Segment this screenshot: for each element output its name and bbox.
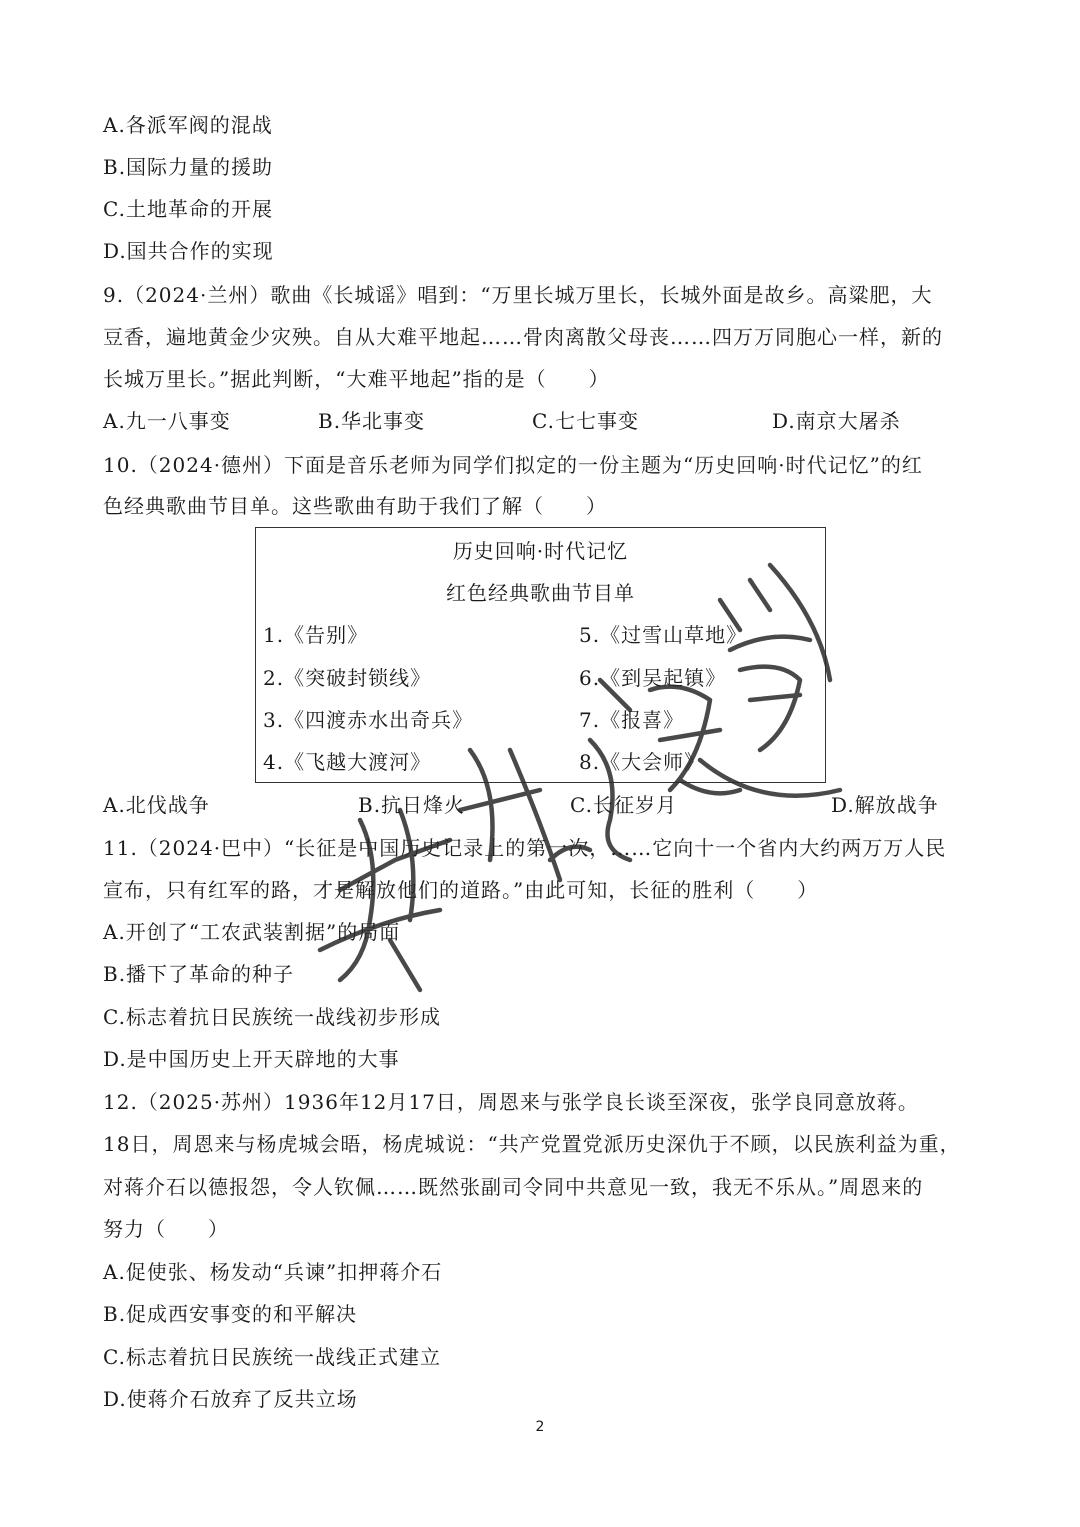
q8-option-a: A.各派军阀的混战 [103, 113, 273, 137]
q12-option-d: D.使蒋介石放弃了反共立场 [103, 1387, 358, 1411]
q10-option-c: C.长征岁月 [570, 793, 677, 817]
q9-option-b: B.华北事变 [318, 409, 426, 433]
q9-stem-line-1: 9.（2024·兰州）歌曲《长城谣》唱到：“万里长城万里长，长城外面是故乡。高粱肥，大 [103, 283, 933, 307]
program-box [255, 527, 826, 783]
q8-option-d: D.国共合作的实现 [103, 239, 274, 263]
q11-option-d: D.是中国历史上开天辟地的大事 [103, 1047, 400, 1071]
program-box-title: 历史回响·时代记忆 [452, 539, 629, 563]
q9-option-a: A.九一八事变 [103, 409, 231, 433]
q12-stem-line-4: 努力（ ） [103, 1217, 229, 1241]
q8-option-b: B.国际力量的援助 [103, 155, 274, 179]
q9-stem-line-2: 豆香，遍地黄金少灾殃。自从大难平地起……骨肉离散父母丧……四万万同胞心一样，新的 [103, 325, 943, 349]
q12-stem-line-2: 18日，周恩来与杨虎城会晤，杨虎城说：“共产党置党派历史深仇于不顾，以民族利益为重， [103, 1132, 961, 1156]
song-item: 7.《报喜》 [579, 708, 685, 732]
q11-stem-line-2: 宣布，只有红军的路，才是解放他们的道路。”由此可知，长征的胜利（ ） [103, 878, 819, 902]
q11-stem-line-1: 11.（2024·巴中）“长征是中国历史记录上的第一次，……它向十一个省内大约两万万人民 [103, 836, 947, 860]
q10-option-a: A.北伐战争 [103, 793, 210, 817]
song-item: 2.《突破封锁线》 [263, 666, 432, 690]
q10-stem-line-1: 10.（2024·德州）下面是音乐老师为同学们拟定的一份主题为“历史回响·时代记忆”的红 [103, 453, 923, 477]
song-item: 5.《过雪山草地》 [579, 623, 748, 647]
song-item: 4.《飞越大渡河》 [263, 750, 432, 774]
q12-option-b: B.促成西安事变的和平解决 [103, 1302, 358, 1326]
song-item: 8.《大会师》 [579, 750, 706, 774]
q11-option-c: C.标志着抗日民族统一战线初步形成 [103, 1005, 441, 1029]
q10-option-d: D.解放战争 [831, 793, 939, 817]
q11-option-b: B.播下了革命的种子 [103, 962, 295, 986]
song-item: 6.《到吴起镇》 [579, 666, 727, 690]
q9-option-d: D.南京大屠杀 [772, 409, 901, 433]
q9-option-c: C.七七事变 [532, 409, 639, 433]
q12-stem-line-1: 12.（2025·苏州）1936年12月17日，周恩来与张学良长谈至深夜，张学良同意放蒋。 [103, 1090, 919, 1114]
q8-option-c: C.土地革命的开展 [103, 197, 273, 221]
q10-stem-line-2: 色经典歌曲节目单。这些歌曲有助于我们了解（ ） [103, 494, 607, 518]
q12-option-c: C.标志着抗日民族统一战线正式建立 [103, 1345, 441, 1369]
q12-stem-line-3: 对蒋介石以德报怨，令人钦佩……既然张副司令同中共意见一致，我无不乐从。”周恩来的 [103, 1175, 924, 1199]
q10-option-b: B.抗日烽火 [358, 793, 466, 817]
page-number: 2 [535, 1419, 545, 1435]
song-item: 1.《告别》 [263, 623, 369, 647]
q9-stem-line-3: 长城万里长。”据此判断，“大难平地起”指的是（ ） [103, 367, 610, 391]
program-box-subtitle: 红色经典歌曲节目单 [446, 581, 635, 605]
q11-option-a: A.开创了“工农武装割据”的局面 [103, 920, 401, 944]
song-item: 3.《四渡赤水出奇兵》 [263, 708, 474, 732]
q12-option-a: A.促使张、杨发动“兵谏”扣押蒋介石 [103, 1260, 443, 1284]
